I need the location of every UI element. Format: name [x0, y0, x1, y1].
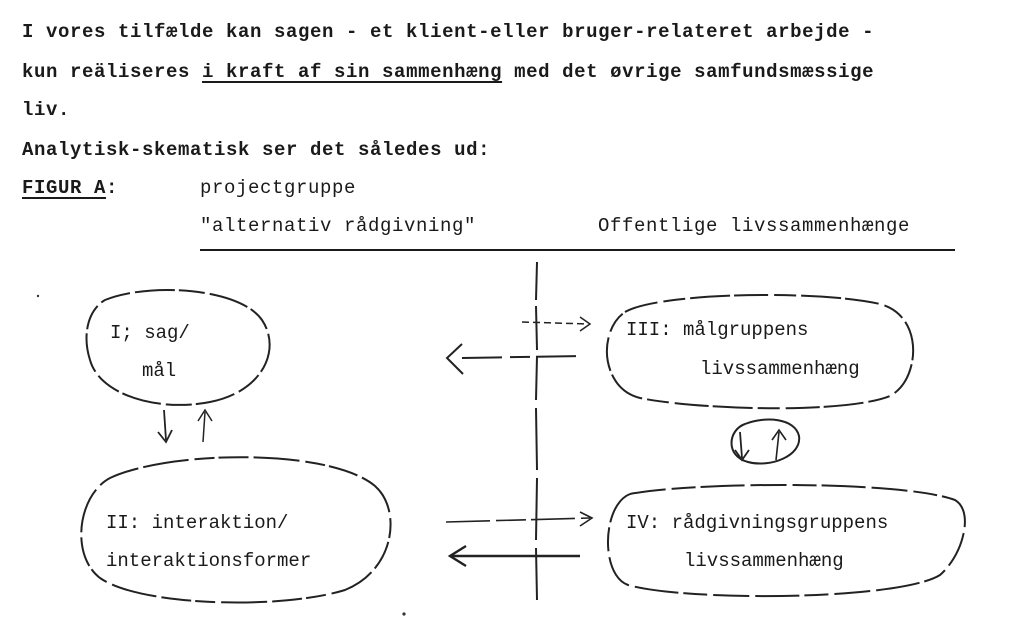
paragraph-line-2-end: med det øvrige samfundsmæssige: [502, 61, 875, 83]
arrow-down-i-ii: [164, 410, 166, 440]
arrow-from-iii-head: [447, 344, 463, 374]
node-i-text-2: mål: [142, 360, 177, 382]
node-ii-text-2: interaktionsformer: [106, 550, 312, 572]
speck: [402, 612, 405, 615]
arrow-down-iii-iv: [740, 432, 742, 458]
node-iii-text-1: III: målgruppens: [626, 319, 809, 341]
arrow-ii-to-iv: [446, 518, 590, 522]
node-iii-text-2: livssammenhæng: [700, 358, 860, 380]
node-iv-text-1: IV: rådgivningsgruppens: [626, 512, 889, 534]
left-heading-1: projectgruppe: [200, 177, 357, 199]
right-heading: Offentlige livssammenhænge: [598, 215, 911, 237]
left-heading-2: "alternativ rådgivning": [200, 215, 477, 237]
arrow-from-iii: [462, 356, 580, 358]
node-iv-text-2: livssammenhæng: [684, 550, 844, 572]
paragraph-line-1: I vores tilfælde kan sagen - et klient-eller bruger-relateret arbejde -: [22, 21, 875, 43]
paragraph-line-2-start: kun reäliseres: [22, 61, 203, 83]
node-i-ellipse: [86, 290, 269, 405]
vertical-divider: [536, 262, 537, 600]
figure-label-colon: :: [106, 177, 119, 199]
arrow-up-ii-i: [203, 412, 205, 442]
paragraph-line-3: liv.: [22, 99, 71, 121]
figure-label-text: FIGUR A: [22, 177, 107, 199]
arrow-up-iv-iii: [776, 432, 779, 460]
node-iii-ellipse: [607, 295, 913, 408]
paragraph-line-4: Analytisk-skematisk ser det således ud:: [22, 139, 491, 161]
speck: [37, 295, 39, 297]
arrow-to-iii: [522, 322, 588, 324]
node-ii-text-1: II: interaktion/: [106, 512, 289, 534]
node-i-text-1: I; sag/: [110, 322, 190, 344]
node-iv-ellipse: [608, 485, 965, 596]
underlined-phrase: i kraft af sin sammenhæng: [202, 61, 503, 83]
